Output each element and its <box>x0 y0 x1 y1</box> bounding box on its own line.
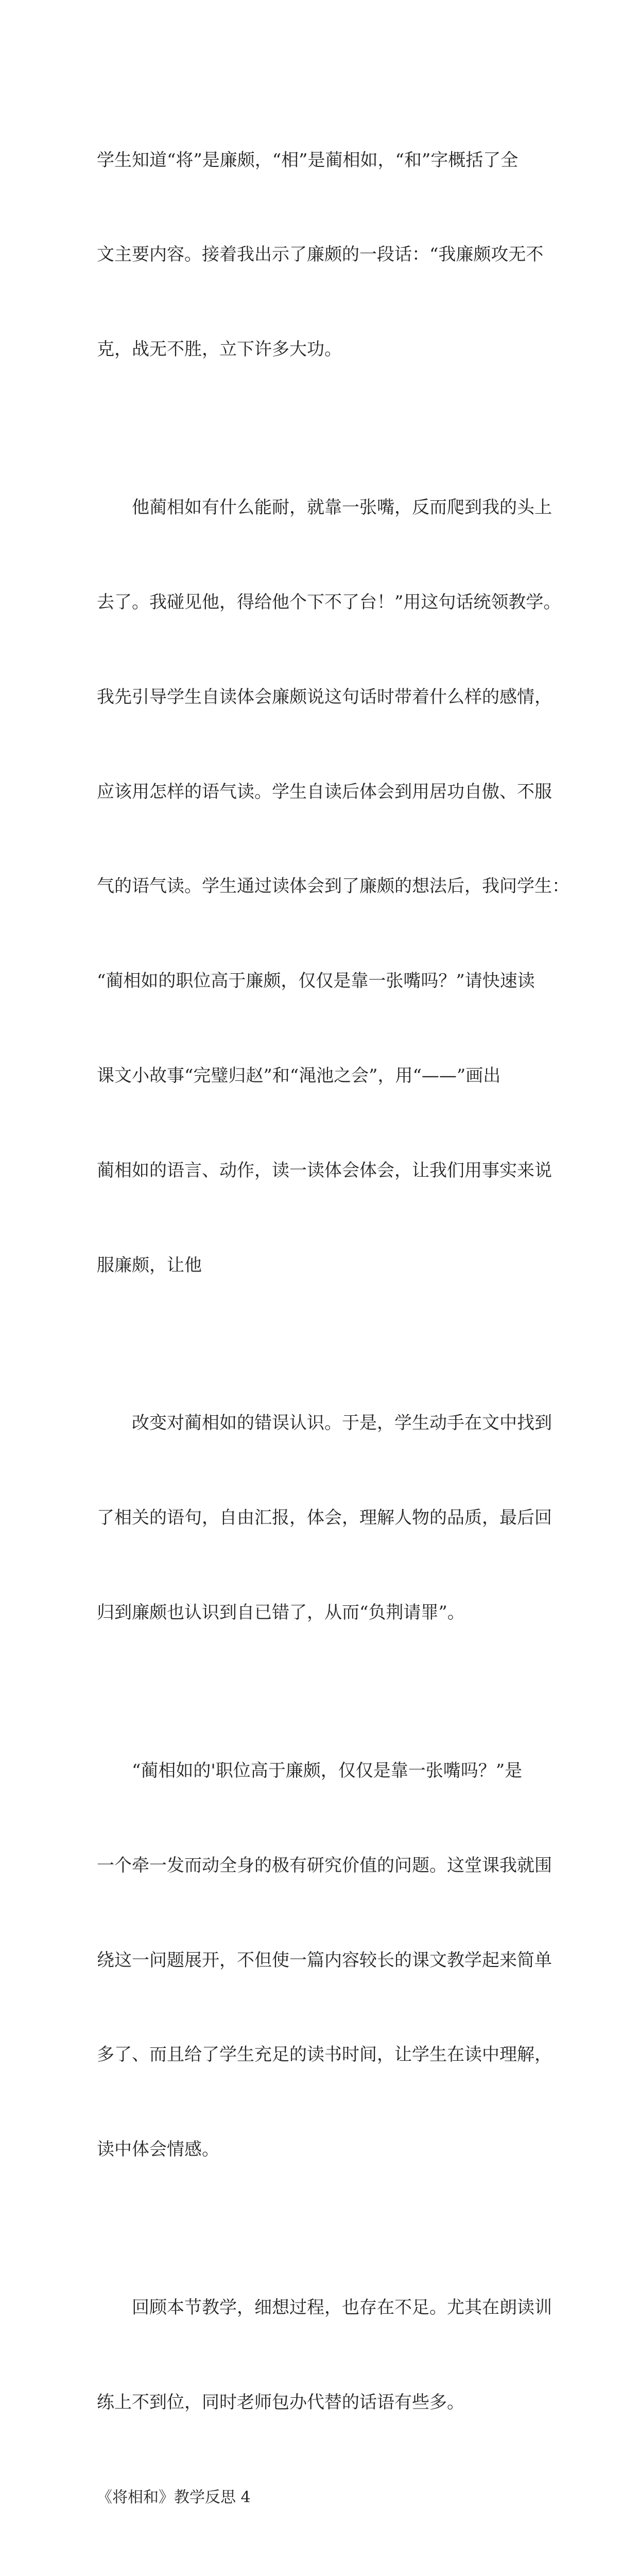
paragraph-3 <box>97 1345 550 1692</box>
text-line: 蔺相如的语言、动作，读一读体会体会，让我们用事实来说 <box>97 1160 552 1181</box>
text-line: 一个牵一发而动全身的极有研究价值的问题。这堂课我就围 <box>97 1855 552 1876</box>
paragraph-2 <box>97 429 569 1345</box>
text-line: 绕这一问题展开，不但使一篇内容较长的课文教学起来简单 <box>97 1950 552 1971</box>
text-line: 了相关的语句，自由汇报，体会，理解人物的品质，最后回 <box>97 1507 552 1529</box>
text-line: “蔺相如的职位高于廉颇，仅仅是靠一张嘴吗？”请快速读 <box>97 971 535 992</box>
text-line: 去了。我碰见他，得给他个下不了台！”用这句话统领教学。 <box>97 591 561 613</box>
text-line: 练上不到位，同时老师包办代替的话语有些多。 <box>97 2392 464 2413</box>
text-line: 读中体会情感。 <box>97 2139 219 2160</box>
text-line: 服廉颇，让他 <box>97 1255 202 1276</box>
paragraph-6 <box>97 2513 550 2576</box>
text-line: 课文小故事“完璧归赵”和“渑池之会”，用“——”画出 <box>97 1065 501 1087</box>
section-heading: 《将相和》教学反思 4 <box>97 2488 251 2506</box>
paragraph-1 <box>97 81 550 429</box>
text-line: 改变对蔺相如的错误认识。于是，学生动手在文中找到 <box>97 1413 552 1434</box>
paragraph-4 <box>97 1692 550 2229</box>
document-body <box>97 81 569 2576</box>
text-line: 文主要内容。接着我出示了廉颇的一段话：“我廉颇攻无不 <box>97 244 544 265</box>
text-line: 我先引导学生自读体会廉颇说这句话时带着什么样的感情， <box>97 686 552 707</box>
text-line: “蔺相如的'职位高于廉颇，仅仅是靠一张嘴吗？”是 <box>97 1760 523 1781</box>
text-line: 他蔺相如有什么能耐，就靠一张嘴，反而爬到我的头上 <box>97 497 552 518</box>
text-line: 气的语气读。学生通过读体会到了廉颇的想法后，我问学生： <box>97 876 569 897</box>
text-line: 克，战无不胜，立下许多大功。 <box>97 339 342 360</box>
text-line: 应该用怎样的语气读。学生自读后体会到用居功自傲、不服 <box>97 781 552 802</box>
text-line: 回顾本节教学，细想过程，也存在不足。尤其在朗读训 <box>97 2297 552 2318</box>
text-line: 归到廉颇也认识到自已错了，从而“负荆请罪”。 <box>97 1602 465 1623</box>
paragraph-5 <box>97 2229 550 2481</box>
text-line: 多了、而且给了学生充足的读书时间，让学生在读中理解， <box>97 2044 552 2065</box>
text-line: 学生知道“将”是廉颇，“相”是蔺相如，“和”字概括了全 <box>97 149 519 171</box>
